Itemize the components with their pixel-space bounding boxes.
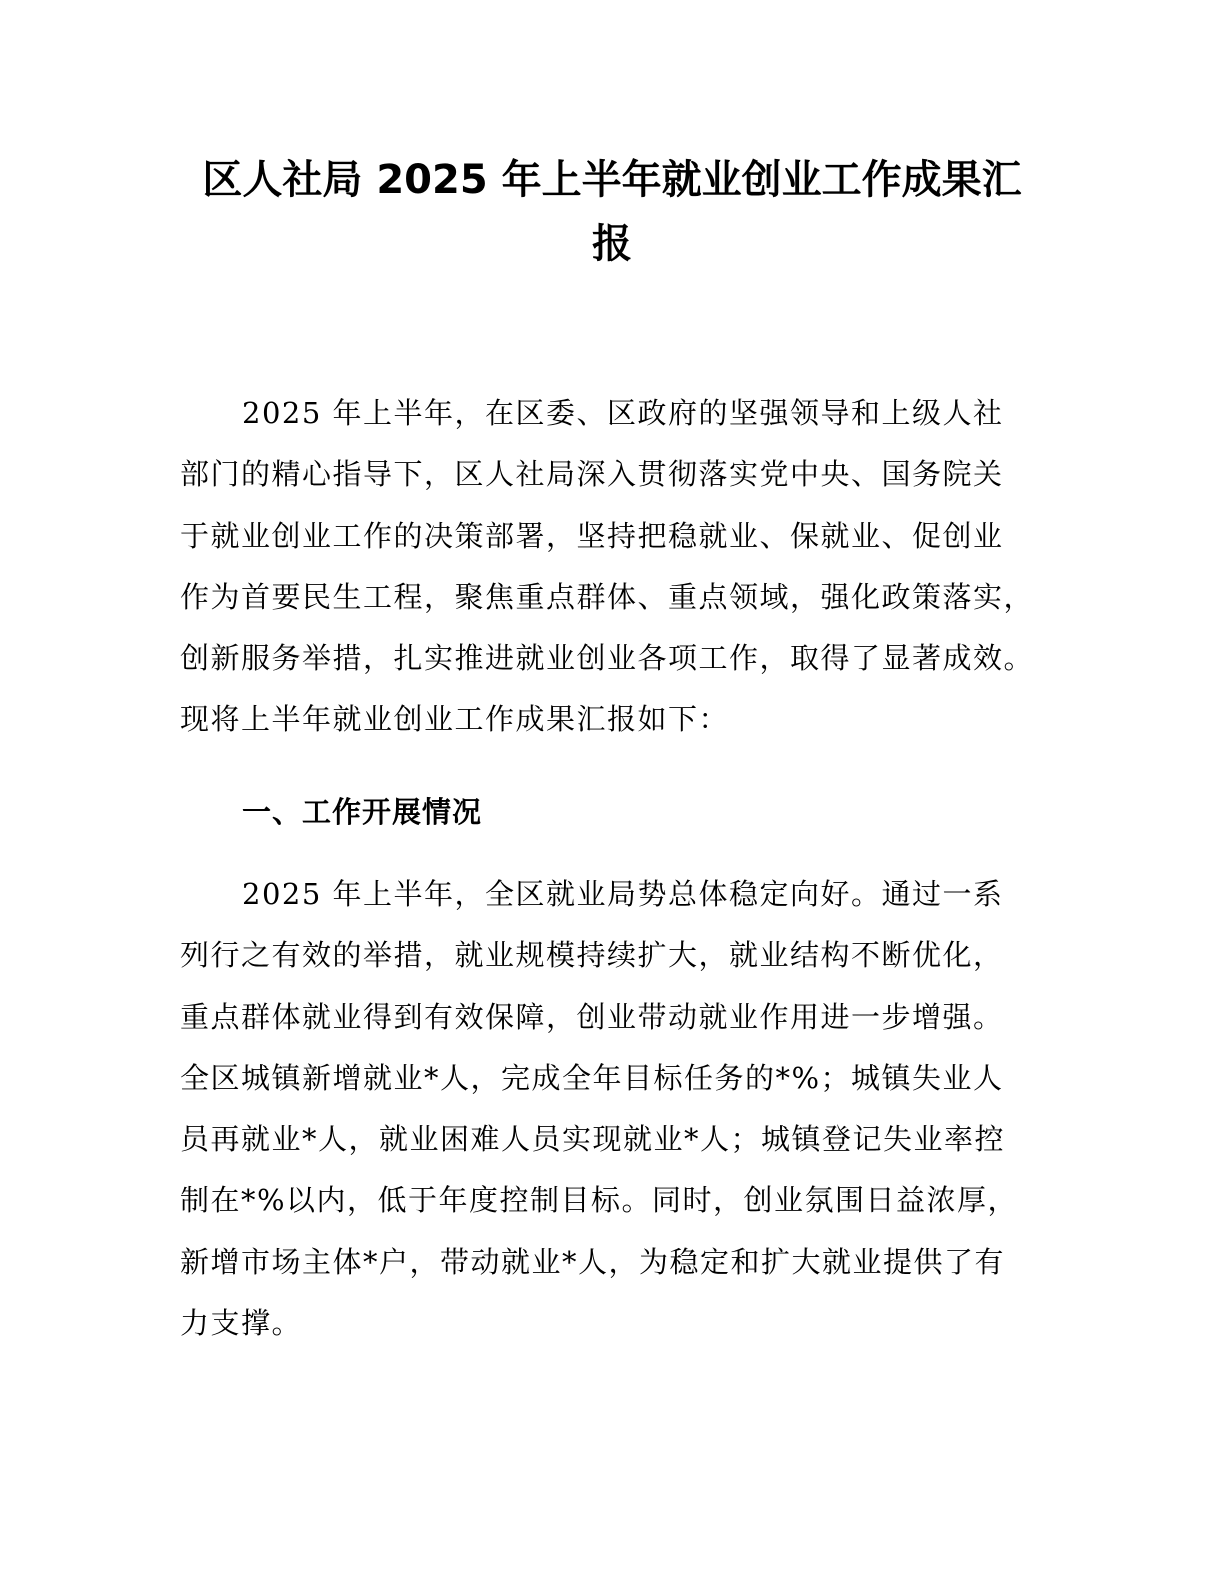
title-line-2: 报 bbox=[592, 221, 632, 267]
paragraph-line: 重点群体就业得到有效保障，创业带动就业作用进一步增强。 bbox=[180, 999, 1004, 1034]
paragraph-line: 2025 年上半年，全区就业局势总体稳定向好。通过一系 bbox=[242, 877, 1004, 911]
paragraph-line: 制在*%以内，低于年度控制目标。同时，创业氛围日益浓厚， bbox=[180, 1183, 1019, 1218]
document-title bbox=[150, 148, 1074, 276]
paragraph-line: 新增市场主体*户，带动就业*人，为稳定和扩大就业提供了有 bbox=[180, 1244, 1006, 1279]
paragraph-line: 于就业创业工作的决策部署，坚持把稳就业、保就业、促创业 bbox=[180, 518, 1004, 553]
section-paragraph bbox=[180, 864, 1060, 1354]
paragraph-line: 部门的精心指导下，区人社局深入贯彻落实党中央、国务院关 bbox=[180, 457, 1004, 492]
section-heading: 一、工作开展情况 bbox=[242, 795, 483, 829]
title-line-1: 区人社局 2025 年上半年就业创业工作成果汇 bbox=[202, 157, 1022, 203]
paragraph-line: 创新服务举措，扎实推进就业创业各项工作，取得了显著成效。 bbox=[180, 641, 1035, 676]
paragraph-line: 现将上半年就业创业工作成果汇报如下： bbox=[180, 702, 730, 737]
paragraph-line: 员再就业*人，就业困难人员实现就业*人；城镇登记失业率控 bbox=[180, 1122, 1006, 1157]
paragraph-line: 作为首要民生工程，聚焦重点群体、重点领域，强化政策落实， bbox=[180, 579, 1035, 614]
paragraph-line: 列行之有效的举措，就业规模持续扩大，就业结构不断优化， bbox=[180, 938, 1004, 973]
paragraph-line: 力支撑。 bbox=[180, 1306, 303, 1341]
intro-paragraph bbox=[180, 383, 1060, 751]
paragraph-line: 2025 年上半年，在区委、区政府的坚强领导和上级人社 bbox=[242, 396, 1004, 430]
paragraph-line: 全区城镇新增就业*人，完成全年目标任务的*%；城镇失业人 bbox=[180, 1060, 1004, 1095]
